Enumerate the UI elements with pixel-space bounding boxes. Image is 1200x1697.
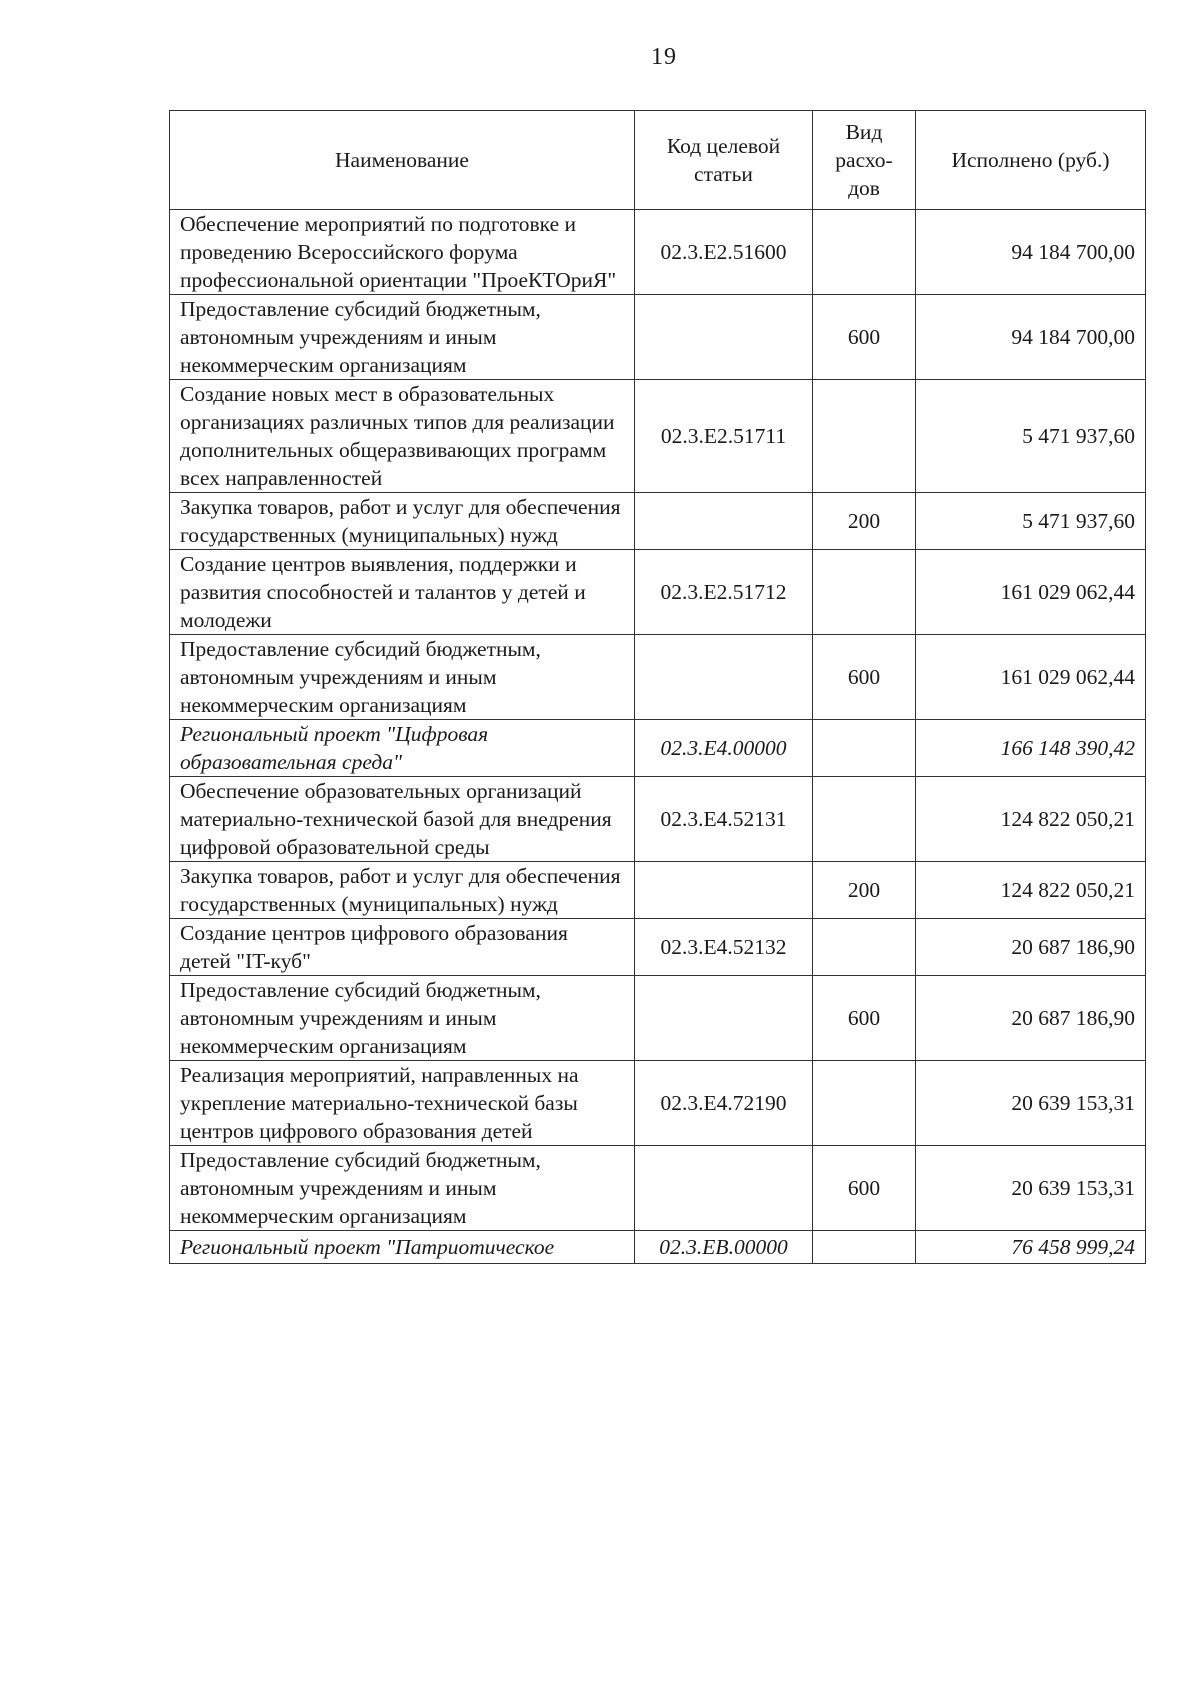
row-code <box>635 493 813 550</box>
row-code <box>635 295 813 380</box>
table-row <box>170 210 1146 295</box>
row-type <box>813 1061 916 1146</box>
row-code <box>635 862 813 919</box>
header-type-label: Вид расхо-дов <box>835 120 893 200</box>
row-type <box>813 919 916 976</box>
row-code: 02.3.E4.00000 <box>635 720 813 777</box>
header-code-label: Код целевой статьи <box>666 134 781 186</box>
header-name: Наименование <box>170 111 635 210</box>
row-code: 02.3.E4.52131 <box>635 777 813 862</box>
row-sum: 166 148 390,42 <box>916 720 1146 777</box>
row-name: Региональный проект "Цифровая образовательная среда" <box>170 720 635 777</box>
row-sum: 161 029 062,44 <box>916 635 1146 720</box>
table-row <box>170 919 1146 976</box>
row-name: Предоставление субсидий бюджетным, автономным учреждениям и иным некоммерческим организациям <box>170 1146 635 1231</box>
row-sum: 76 458 999,24 <box>916 1231 1146 1264</box>
table-row <box>170 976 1146 1061</box>
row-code: 02.3.E4.52132 <box>635 919 813 976</box>
row-name: Предоставление субсидий бюджетным, автономным учреждениям и иным некоммерческим организациям <box>170 295 635 380</box>
row-type <box>813 210 916 295</box>
header-sum-label: Исполнено (руб.) <box>951 148 1110 172</box>
table-row <box>170 635 1146 720</box>
row-sum: 20 639 153,31 <box>916 1146 1146 1231</box>
row-code: 02.3.E4.72190 <box>635 1061 813 1146</box>
row-type: 600 <box>813 976 916 1061</box>
row-sum: 5 471 937,60 <box>916 380 1146 493</box>
row-type: 200 <box>813 862 916 919</box>
row-name: Предоставление субсидий бюджетным, автономным учреждениям и иным некоммерческим организациям <box>170 976 635 1061</box>
row-sum: 161 029 062,44 <box>916 550 1146 635</box>
row-name: Создание центров выявления, поддержки и развития способностей и талантов у детей и молодежи <box>170 550 635 635</box>
row-code <box>635 635 813 720</box>
table-row <box>170 720 1146 777</box>
table-row <box>170 295 1146 380</box>
row-code <box>635 1146 813 1231</box>
row-name: Закупка товаров, работ и услуг для обеспечения государственных (муниципальных) нужд <box>170 493 635 550</box>
table-row <box>170 1231 1146 1264</box>
table-row <box>170 380 1146 493</box>
row-name: Обеспечение мероприятий по подготовке и проведению Всероссийского форума профессиональной ориентации "ПроеКТОриЯ" <box>170 210 635 295</box>
table-row <box>170 1061 1146 1146</box>
row-name: Закупка товаров, работ и услуг для обеспечения государственных (муниципальных) нужд <box>170 862 635 919</box>
row-type <box>813 1231 916 1264</box>
row-sum: 124 822 050,21 <box>916 777 1146 862</box>
page-number: 19 <box>651 44 677 70</box>
row-type <box>813 777 916 862</box>
row-type <box>813 720 916 777</box>
row-name: Предоставление субсидий бюджетным, автономным учреждениям и иным некоммерческим организациям <box>170 635 635 720</box>
row-type: 600 <box>813 635 916 720</box>
table-row <box>170 777 1146 862</box>
row-sum: 94 184 700,00 <box>916 210 1146 295</box>
row-sum: 20 687 186,90 <box>916 919 1146 976</box>
row-sum: 5 471 937,60 <box>916 493 1146 550</box>
row-sum: 20 639 153,31 <box>916 1061 1146 1146</box>
row-type: 600 <box>813 1146 916 1231</box>
row-type <box>813 550 916 635</box>
table-row <box>170 862 1146 919</box>
row-code: 02.3.E2.51712 <box>635 550 813 635</box>
table-row <box>170 1146 1146 1231</box>
budget-execution-table <box>169 110 1146 1264</box>
row-type: 600 <box>813 295 916 380</box>
row-code: 02.3.E2.51711 <box>635 380 813 493</box>
table-row <box>170 550 1146 635</box>
row-code: 02.3.EB.00000 <box>635 1231 813 1264</box>
row-name: Региональный проект "Патриотическое <box>170 1231 635 1264</box>
header-type <box>813 111 916 210</box>
header-code <box>635 111 813 210</box>
table-header-row <box>170 111 1146 210</box>
row-name: Обеспечение образовательных организаций материально-технической базой для внедрения цифровой образовательной среды <box>170 777 635 862</box>
row-sum: 20 687 186,90 <box>916 976 1146 1061</box>
table-row <box>170 493 1146 550</box>
row-name: Реализация мероприятий, направленных на укрепление материально-технической базы центров цифрового образования детей <box>170 1061 635 1146</box>
row-code: 02.3.E2.51600 <box>635 210 813 295</box>
header-sum <box>916 111 1146 210</box>
row-name: Создание новых мест в образовательных организациях различных типов для реализации дополнительных общеразвивающих программ всех направленностей <box>170 380 635 493</box>
row-type: 200 <box>813 493 916 550</box>
row-name: Создание центров цифрового образования детей "IT-куб" <box>170 919 635 976</box>
row-sum: 124 822 050,21 <box>916 862 1146 919</box>
row-sum: 94 184 700,00 <box>916 295 1146 380</box>
row-code <box>635 976 813 1061</box>
row-type <box>813 380 916 493</box>
